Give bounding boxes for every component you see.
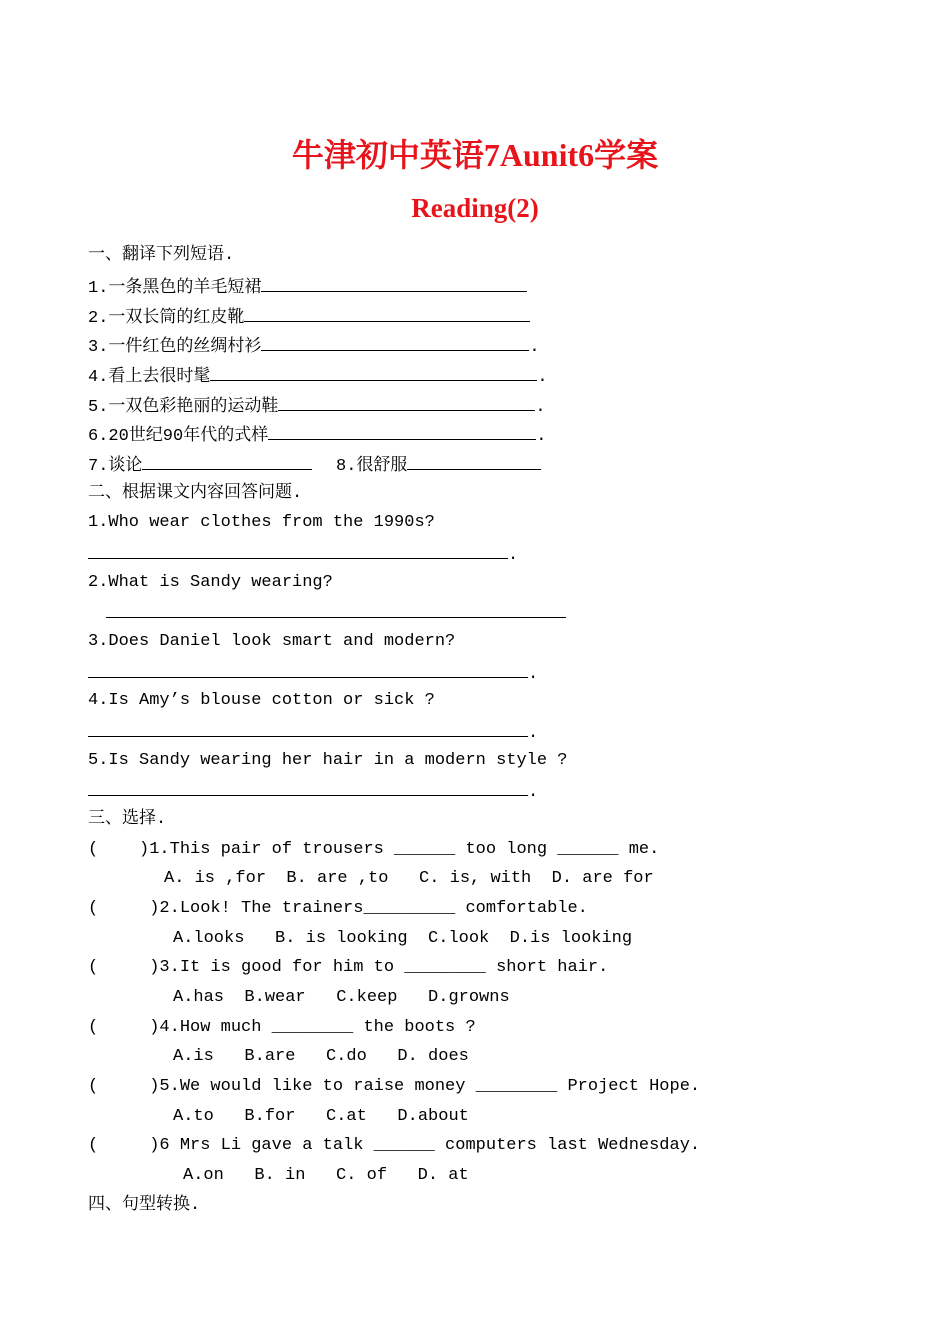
- choice-question: ( )1.This pair of trousers ______ too long ______ me.: [88, 840, 660, 859]
- question: 4.Is Amy’s blouse cotton or sick ?: [88, 691, 435, 710]
- phrase-item: 6.20世纪90年代的式样 .: [88, 423, 546, 448]
- answer-line: .: [88, 720, 538, 745]
- answer-line: [106, 601, 566, 626]
- phrase-item: 1.一条黑色的羊毛短裙: [88, 275, 527, 300]
- choice-question: ( )4.How much ________ the boots ?: [88, 1018, 476, 1037]
- question: 2.What is Sandy wearing?: [88, 573, 333, 592]
- phrase-item: 5.一双色彩艳丽的运动鞋 .: [88, 394, 546, 419]
- choice-options: A. is ,for B. are ,to C. is, with D. are for: [164, 869, 654, 888]
- phrase-item: 2.一双长筒的红皮靴: [88, 305, 530, 330]
- answer-line: .: [88, 542, 518, 567]
- answer-line: .: [88, 661, 538, 686]
- choice-question: ( )3.It is good for him to ________ short hair.: [88, 958, 609, 977]
- phrase-item: 8.很舒服: [336, 453, 541, 478]
- question: 3.Does Daniel look smart and modern?: [88, 632, 456, 651]
- choice-question: ( )2.Look! The trainers_________ comfortable.: [88, 899, 588, 918]
- choice-options: A.has B.wear C.keep D.growns: [173, 988, 510, 1007]
- phrase-item: 7.谈论: [88, 453, 312, 478]
- question: 1.Who wear clothes from the 1990s?: [88, 513, 435, 532]
- section-4-heading: 四、句型转换.: [88, 1196, 201, 1215]
- choice-question: ( )6 Mrs Li gave a talk ______ computers last Wednesday.: [88, 1136, 701, 1155]
- section-2-heading: 二、根据课文内容回答问题.: [88, 484, 303, 503]
- page-title: 牛津初中英语7Aunit6学案: [291, 137, 659, 173]
- choice-options: A.is B.are C.do D. does: [173, 1047, 469, 1066]
- phrase-item: 4.看上去很时髦 .: [88, 364, 548, 389]
- answer-line: .: [88, 779, 538, 804]
- choice-question: ( )5.We would like to raise money ________ Project Hope.: [88, 1077, 701, 1096]
- page-subtitle: Reading(2): [411, 193, 539, 223]
- section-3-heading: 三、选择.: [88, 810, 167, 829]
- section-1-heading: 一、翻译下列短语.: [88, 246, 235, 265]
- choice-options: A.to B.for C.at D.about: [173, 1107, 469, 1126]
- question: 5.Is Sandy wearing her hair in a modern style ?: [88, 751, 568, 770]
- choice-options: A.looks B. is looking C.look D.is looking: [173, 929, 633, 948]
- phrase-item: 3.一件红色的丝绸村衫 .: [88, 334, 540, 359]
- choice-options: A.on B. in C. of D. at: [183, 1166, 469, 1185]
